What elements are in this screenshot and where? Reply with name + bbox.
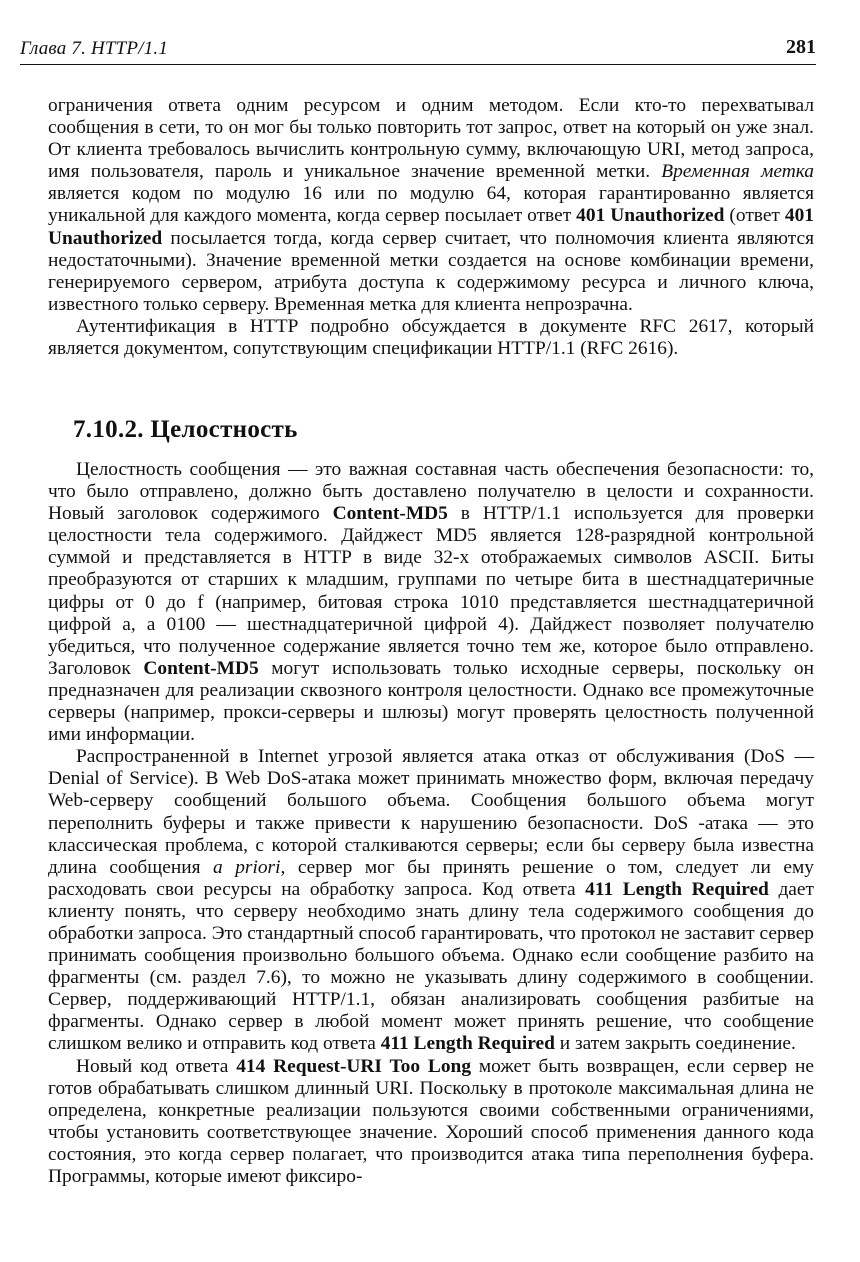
status-code-401: 401 Unauthorized [576,205,725,227]
paragraph-rfc2617: Аутентификация в HTTP подробно обсуждается в документе RFC 2617, который является документом, сопутствующим спецификации HTTP/1.1 (RFC 2616). [48,315,814,360]
paragraph-auth-digest: ограничения ответа одним ресурсом и одним методом. Если кто-то перехватывал сообщения в сети, то он мог бы только повторить тот запрос, ответ на который он уже знал. От клиента требовалось вычислить контрольную сумму, включающую URI, метод запроса, имя пользователя, пароль и уникальное значение временной метки. Временная метка является кодом по модулю 16 или по модулю 64, которая гарантированно является уникальной для каждого момента, когда сервер посылает ответ 401 Unauthorized (ответ 401 Unauthorized посылается тогда, когда сервер считает, что полномочия клиента являются недостаточными). Значение временной метки создается на основе комбинации времени, генерируемого сервером, атрибута доступа к содержимому ресурса и личного ключа, известного только серверу. Временная метка для клиента непрозрачна. [48,95,815,315]
term-a-priori: a priori [213,856,281,878]
running-header [20,36,816,65]
status-code-411: 411 Length Required [380,1033,555,1055]
header-content-md5: Content-MD5 [332,503,448,525]
status-code-411: 411 Length Required [585,878,769,900]
page-number: 281 [786,36,816,58]
term-nonce: Временная метка [661,161,815,183]
status-code-414: 414 Request-URI Too Long [236,1055,472,1077]
status-code-401: 401 Unauthorized [48,205,814,249]
header-content-md5: Content-MD5 [143,657,259,679]
paragraph-integrity: Целостность сообщения — это важная составная часть обеспечения безопасности: то, что было отправлено, должно быть доставлено получателю в целости и сохранности. Новый заголовок содержимого Content-MD5 в HTTP/1.1 используется для проверки целостности тела содержимого. Дайджест MD5 является 128-разрядной контрольной суммой и представляется в HTTP в виде 32-х отображаемых символов ASCII. Биты преобразуются от старших к младшим, группами по четыре бита в шестнадцатеричные цифры от 0 до f (например, битовая строка 1010 представляется шестнадцатеричной цифрой a, а 0100 — шестнадцатеричной цифрой 4). Дайджест позволяет получателю убедиться, что полученное содержание является точно тем же, которое было отправлено. Заголовок Content-MD5 могут использовать только исходные серверы, поскольку он предназначен для реализации сквозного контроля целостности. Однако все промежуточные серверы (например, прокси-серверы и шлюзы) могут проверять целостность полученной ими информации. [48,459,814,746]
body-text-top [48,95,814,360]
paragraph-uri-too-long: Новый код ответа 414 Request-URI Too Long может быть возвращен, если сервер не готов обрабатывать слишком длинный URI. Поскольку в протоколе максимальная длина не определена, конкретные реализации пользуются своими собственными ограничениями, чтобы установить соответствующее значение. Хороший способ применения данного кода состояния, это когда сервер полагает, что производится атака типа переполнения буфера. Программы, которые имеют фиксиро- [48,1055,814,1187]
body-text-section [48,459,814,1188]
section-heading: 7.10.2. Целостность [73,416,298,443]
paragraph-dos: Распространенной в Internet угрозой является атака отказ от обслуживания (DoS — Denial of Service). В Web DoS-атака может принимать множество форм, включая передачу Web-серверу сообщений большого объема. Сообщения большого объема могут переполнить буферы и также привести к нарушению безопасности. DoS -атака — это классическая проблема, с которой сталкиваются серверы; если бы серверу была известна длина сообщения a priori, сервер мог бы принять решение о том, следует ли ему расходовать свои ресурсы на обработку запроса. Код ответа 411 Length Required дает клиенту понять, что серверу необходимо знать длину тела содержимого сообщения до обработки запроса. Это стандартный способ гарантировать, что протокол не заставит сервер принимать сообщения произвольно большого объема. Однако если сообщение разбито на фрагменты (см. раздел 7.6), то можно не указывать длину содержимого в сообщении. Сервер, поддерживающий HTTP/1.1, обязан анализировать сообщения разбитые на фрагменты. Однако сервер в любой момент может принять решение, что сообщение слишком велико и отправить код ответа 411 Length Required и затем закрыть соединение. [48,746,814,1055]
chapter-title: Глава 7. HTTP/1.1 [20,38,169,59]
